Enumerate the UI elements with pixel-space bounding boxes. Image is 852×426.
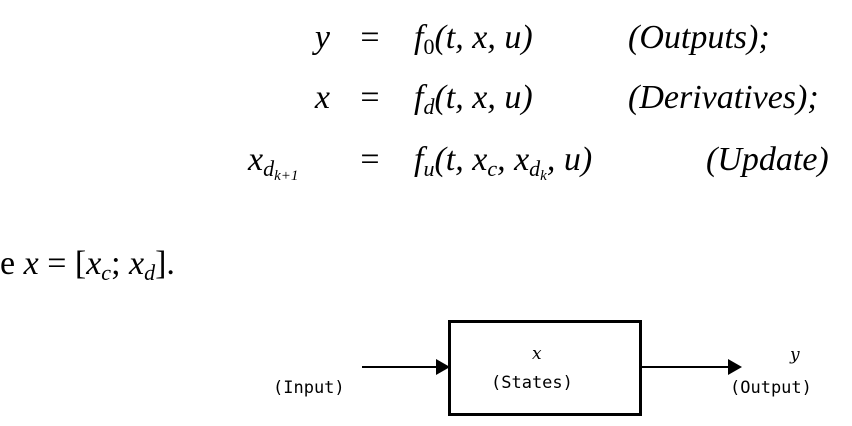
states-box — [448, 320, 642, 416]
output-arrow-line — [642, 366, 730, 368]
eq2-lhs: x — [314, 79, 330, 116]
eq3-rhs: $f_u(t$, $x_c$, $x_{d_k}$, u) — [414, 141, 593, 184]
eq1-label: (Outputs); — [628, 19, 770, 56]
input-arrow-line — [362, 366, 438, 368]
eq2-rhs: $f_d(t$, x, u) — [414, 79, 533, 119]
eq1-lhs: y — [314, 19, 330, 56]
eq1-rhs: $f_0(t$, x, u) — [414, 19, 533, 59]
input-label: (Input) — [273, 378, 345, 398]
eq2-equals: = — [360, 79, 380, 116]
output-arrowhead — [728, 359, 742, 375]
output-variable: y — [790, 345, 800, 365]
output-label: (Output) — [730, 378, 812, 398]
state-variable: x — [532, 344, 542, 364]
eq3-lhs: $x_{d_{k+1}}$ — [248, 141, 299, 184]
eq2-label: (Derivatives); — [628, 79, 819, 116]
eq3-equals: = — [360, 141, 380, 178]
eq3-label: (Update) — [706, 141, 829, 178]
state-definition: e $x = [x_c$; $x_d$]. — [0, 245, 175, 285]
states-label: (States) — [491, 373, 573, 393]
eq1-equals: = — [360, 19, 380, 56]
